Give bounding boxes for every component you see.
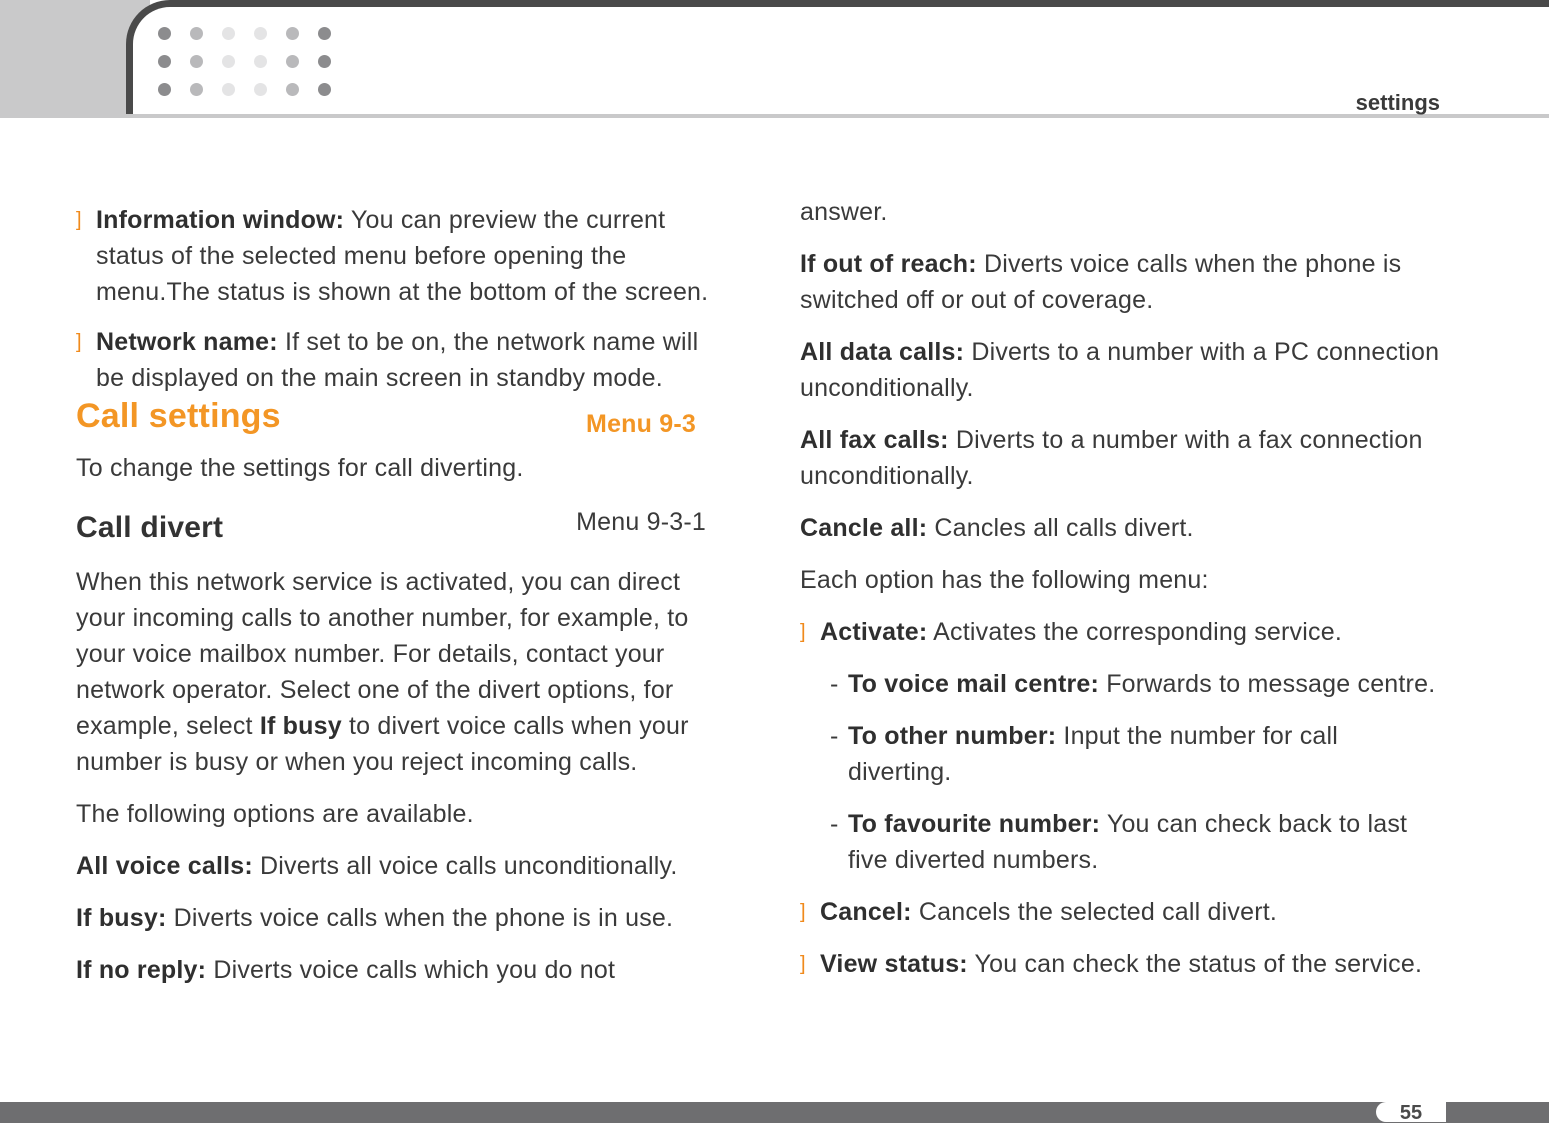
term: Activate:	[820, 618, 928, 646]
section-title: settings	[1355, 90, 1440, 115]
call-divert-menu-ref: Menu 9-3-1	[576, 508, 706, 536]
call-settings-intro: To change the settings for call diverting.	[76, 454, 524, 482]
term: Cancel:	[820, 898, 912, 926]
description: If set to be on, the network name will be displayed on the main screen in standby mode.	[96, 328, 699, 392]
call-divert-title: Call divert	[76, 511, 224, 544]
option-cancle-all	[800, 510, 1440, 546]
dot	[254, 55, 267, 68]
continued-text: answer.	[800, 198, 888, 226]
call-divert-description	[76, 564, 716, 780]
option-all-data-calls	[800, 334, 1440, 406]
term: To other number:	[848, 722, 1057, 750]
dot	[254, 27, 267, 40]
description-part-1: When this network service is activated, you can direct your incoming calls to another number, for example, to your voice mailbox number. For details, contact your network operator. Select one of the divert options, for example, select	[76, 568, 689, 740]
dash-marker: -	[830, 670, 839, 698]
description: Cancles all calls divert.	[927, 514, 1194, 542]
dot	[158, 27, 171, 40]
dash-marker: -	[830, 810, 839, 838]
description: Activates the corresponding service.	[927, 618, 1342, 646]
term: Cancle all:	[800, 514, 928, 542]
description: Diverts voice calls when the phone is switched off or out of coverage.	[800, 250, 1402, 314]
term: All voice calls:	[76, 852, 253, 880]
option-all-voice-calls	[76, 848, 716, 884]
dot	[286, 83, 299, 96]
description: Diverts voice calls when the phone is in use.	[166, 904, 674, 932]
sub-option-favourite-number	[800, 806, 1440, 878]
dot	[190, 83, 203, 96]
description: Diverts to a number with a PC connection unconditionally.	[800, 338, 1440, 402]
dot	[286, 55, 299, 68]
term: View status:	[820, 950, 968, 978]
menu-intro: Each option has the following menu:	[800, 566, 1209, 594]
options-intro: The following options are available.	[76, 800, 474, 828]
dot	[222, 27, 235, 40]
right-column	[800, 194, 1440, 982]
sub-option-voice-mail-centre	[800, 666, 1440, 702]
dot	[190, 27, 203, 40]
option-if-busy	[76, 900, 716, 936]
bullet-activate	[800, 614, 1440, 650]
call-divert-heading	[76, 504, 716, 548]
bullet-view-status	[800, 946, 1440, 982]
left-column	[76, 202, 716, 988]
bullet-marker-icon: ]	[800, 621, 806, 643]
bullet-marker-icon: ]	[76, 331, 82, 353]
description: Input the number for call diverting.	[848, 722, 1339, 786]
term: All fax calls:	[800, 426, 949, 454]
option-if-out-of-reach	[800, 246, 1440, 318]
description: Forwards to message centre.	[1099, 670, 1436, 698]
dot	[318, 83, 331, 96]
bullet-marker-icon: ]	[800, 901, 806, 923]
description: Cancels the selected call divert.	[911, 898, 1278, 926]
option-all-fax-calls	[800, 422, 1440, 494]
description: You can check back to last five diverted numbers.	[848, 810, 1408, 874]
bullet-marker-icon: ]	[800, 953, 806, 975]
dot	[158, 55, 171, 68]
description: Diverts to a number with a fax connection unconditionally.	[800, 426, 1423, 490]
call-settings-heading	[76, 398, 716, 448]
decorative-dot-grid	[158, 27, 331, 96]
dot	[318, 55, 331, 68]
term: To favourite number:	[848, 810, 1101, 838]
dot	[222, 83, 235, 96]
description-bold: If busy	[259, 712, 342, 740]
description: You can check the status of the service.	[967, 950, 1423, 978]
term: To voice mail centre:	[848, 670, 1100, 698]
sub-option-other-number	[800, 718, 1440, 790]
dash-marker: -	[830, 722, 839, 750]
term: If busy:	[76, 904, 167, 932]
term: Network name:	[96, 328, 278, 356]
term: All data calls:	[800, 338, 965, 366]
footer-bar	[0, 1102, 1549, 1123]
dot	[318, 27, 331, 40]
description-part-2: to divert voice calls when your number is busy or when you reject incoming calls.	[76, 712, 689, 776]
dot	[254, 83, 267, 96]
description: You can preview the current status of the selected menu before opening the menu.The status is shown at the bottom of the screen.	[96, 206, 709, 306]
header-rule	[0, 114, 1549, 118]
option-if-no-reply	[76, 952, 716, 988]
term: If no reply:	[76, 956, 207, 984]
dot	[190, 55, 203, 68]
dot	[286, 27, 299, 40]
dot	[222, 55, 235, 68]
page-number: 55	[1376, 1102, 1446, 1122]
bullet-information-window	[76, 202, 716, 310]
description: Diverts all voice calls unconditionally.	[252, 852, 678, 880]
call-settings-title: Call settings	[76, 397, 281, 435]
term: Information window:	[96, 206, 345, 234]
dot	[158, 83, 171, 96]
term: If out of reach:	[800, 250, 977, 278]
bullet-marker-icon: ]	[76, 209, 82, 231]
description: Diverts voice calls which you do not	[206, 956, 616, 984]
bullet-cancel	[800, 894, 1440, 930]
header-panel	[126, 0, 1549, 114]
call-settings-menu-ref: Menu 9-3	[586, 410, 696, 438]
bullet-network-name	[76, 324, 716, 396]
